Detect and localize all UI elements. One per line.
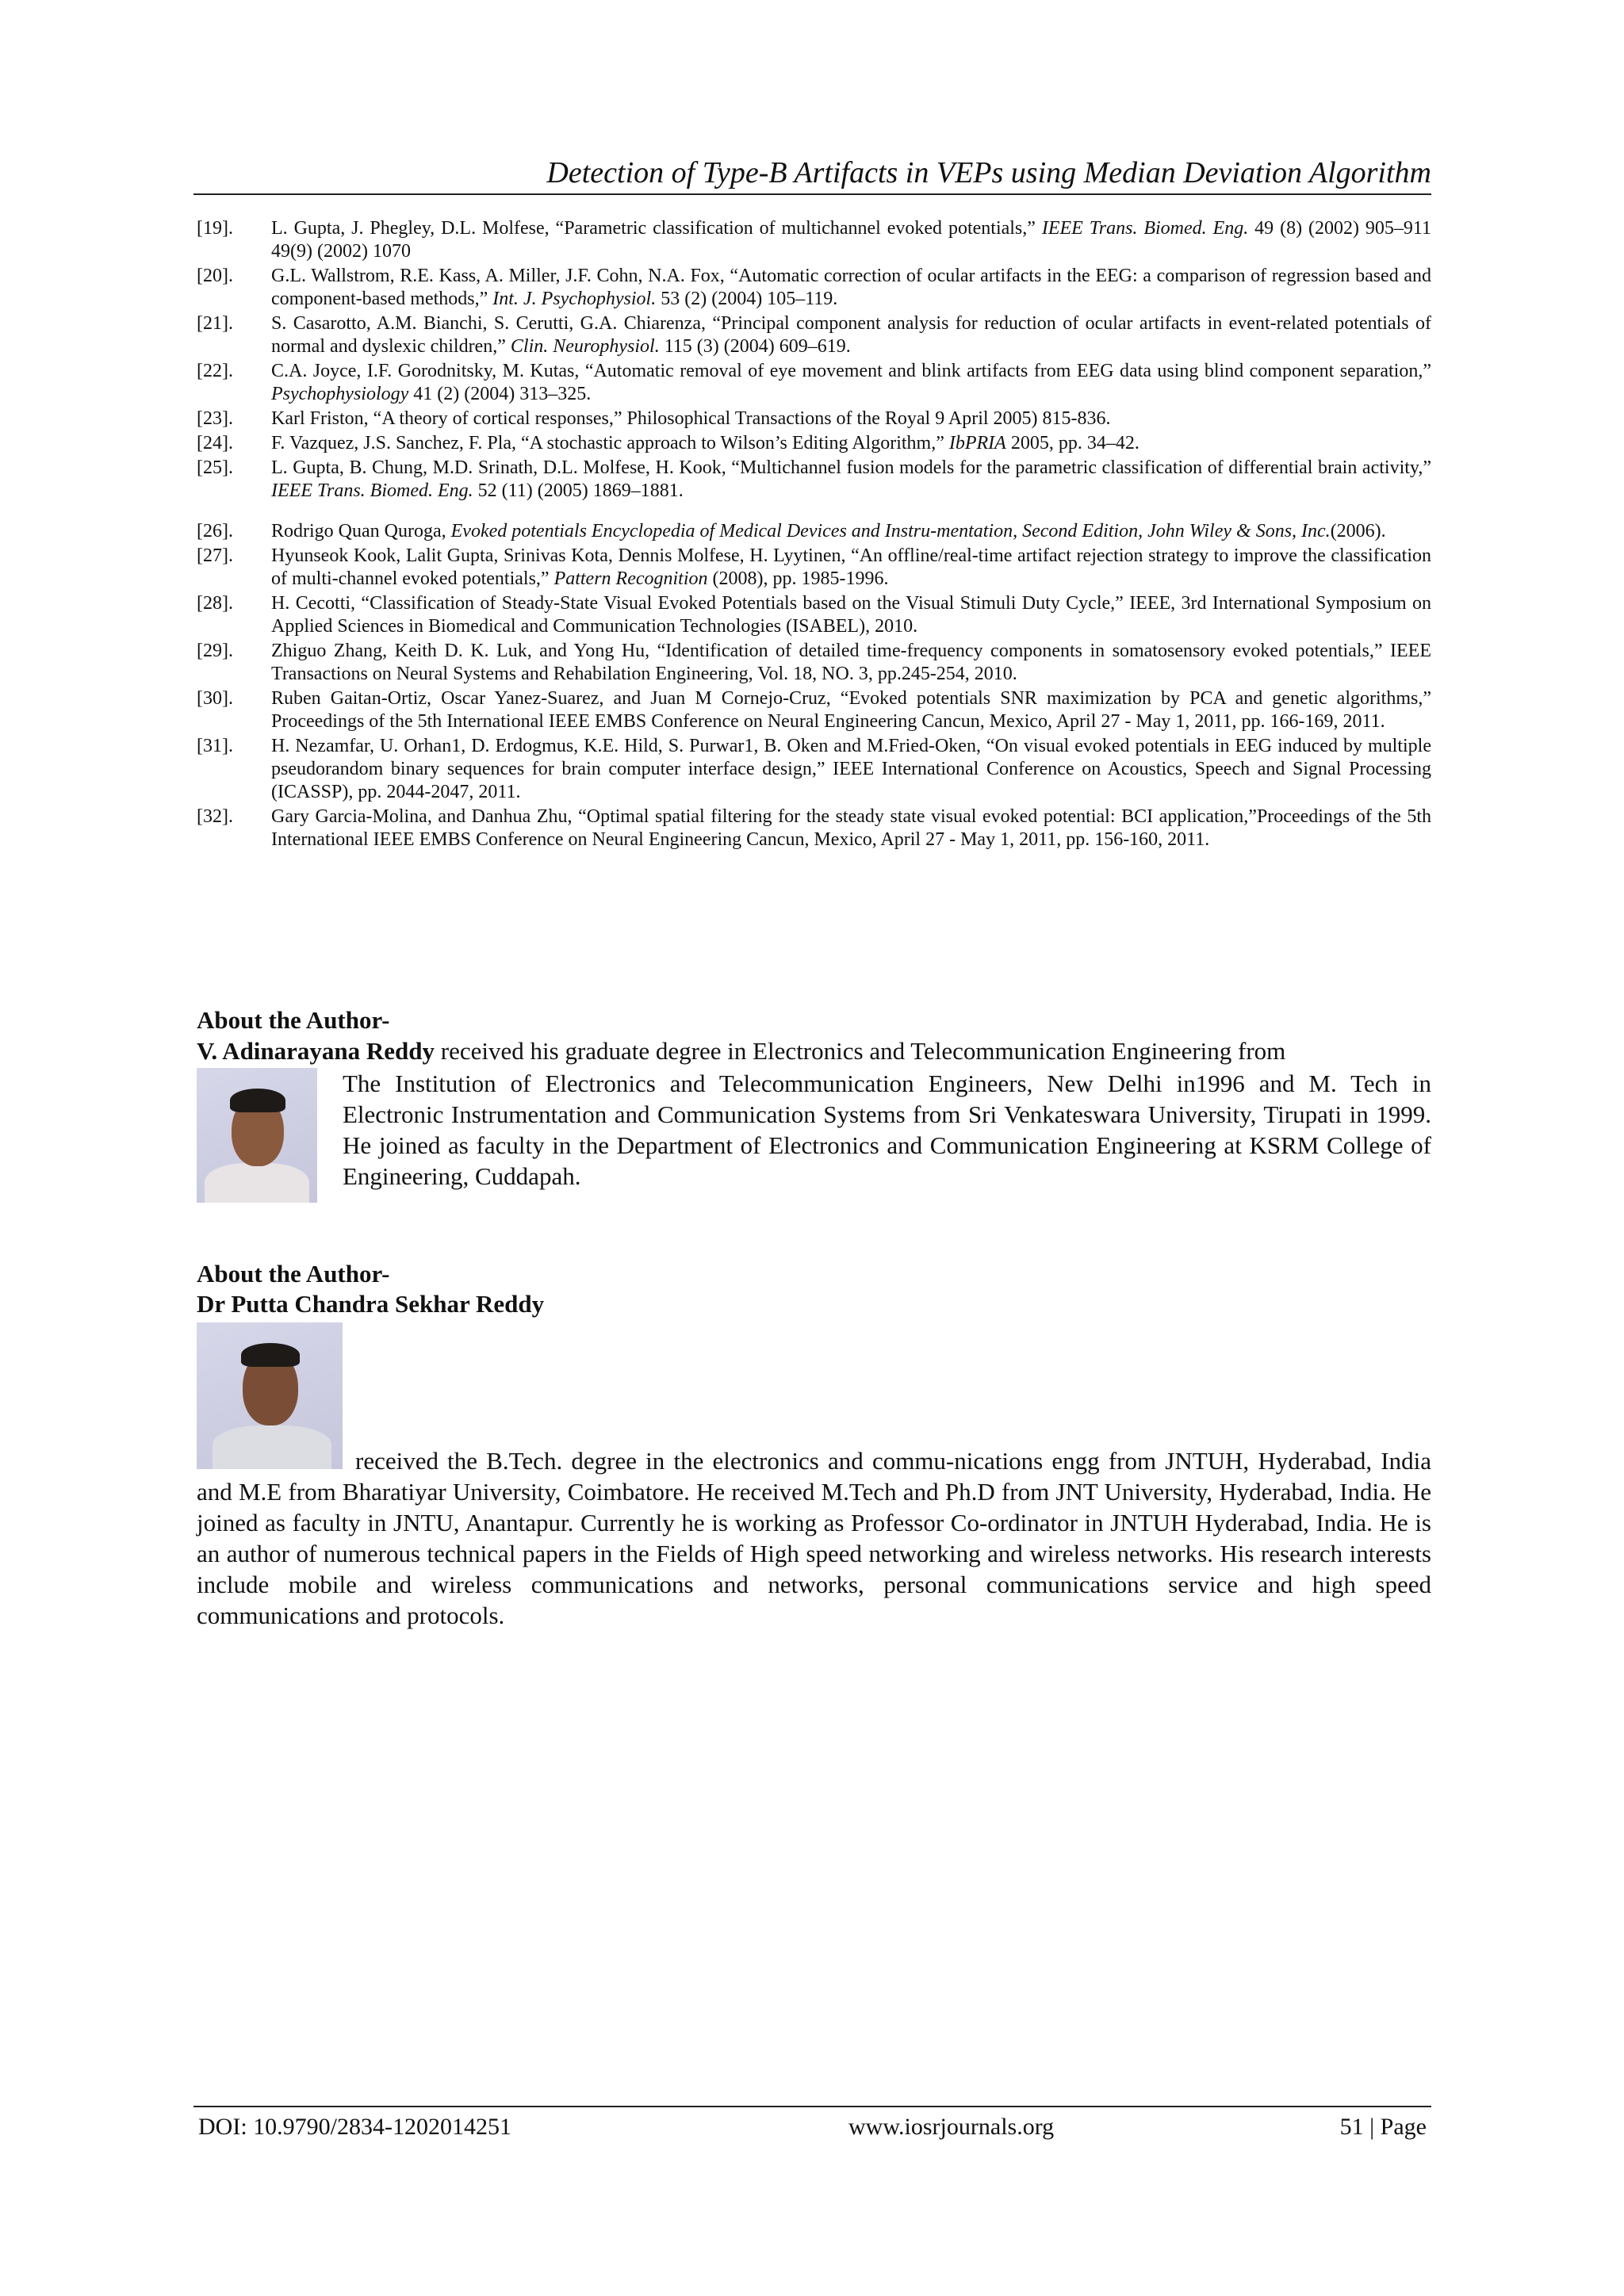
author1-heading: About the Author-	[197, 1006, 390, 1034]
reference-text-rest: (2006).	[1330, 521, 1386, 541]
reference-text-main: Ruben Gaitan-Ortiz, Oscar Yanez-Suarez, and Juan M Cornejo-Cruz, “Evoked potentials SNR maximization by PCA and genetic algorithms,” Proceedings of the 5th International IEEE EMBS Conference on Neural Engineering Cancun, Mexico, April 27 - May 1, 2011, pp. 166-169, 2011.	[271, 688, 1431, 732]
reference-text	[271, 806, 1431, 851]
reference-number: [20].	[197, 266, 233, 286]
reference-item	[197, 592, 1431, 638]
reference-text	[271, 408, 1431, 430]
reference-text-rest: (2008), pp. 1985-1996.	[707, 568, 889, 589]
author1-bio: The Institution of Electronics and Telecommunication Engineers, New Delhi in1996 and M. Tech in Electronic Instrumentation and Communication Systems from Sri Venkateswara University, Tirupati in 1999. He joined as faculty in the Department of Electronics and Communication Engineering at KSRM College of Engineering, Cuddapah.	[343, 1070, 1431, 1190]
author1-section	[197, 1005, 1431, 1203]
reference-text-main: L. Gupta, J. Phegley, D.L. Molfese, “Parametric classification of multichannel evoked potentials,”	[271, 218, 1042, 239]
reference-text-main: Hyunseok Kook, Lalit Gupta, Srinivas Kota, Dennis Molfese, H. Lyytinen, “An offline/real-time artifact rejection strategy to improve the classification of multi-channel evoked potentials,”	[271, 545, 1431, 589]
reference-item	[197, 408, 1431, 430]
reference-number: [23].	[197, 408, 233, 429]
reference-text	[271, 687, 1431, 733]
author2-name: Dr Putta Chandra Sekhar Reddy	[197, 1290, 545, 1318]
footer-website: www.iosrjournals.org	[848, 2114, 1055, 2140]
reference-source: IEEE Trans. Biomed. Eng.	[271, 480, 473, 501]
reference-number: [28].	[197, 593, 233, 614]
reference-number: [30].	[197, 688, 233, 709]
author2-bio	[197, 1445, 1431, 1631]
reference-source: Clin. Neurophysiol.	[510, 336, 660, 357]
reference-text-main: Zhiguo Zhang, Keith D. K. Luk, and Yong Hu, “Identification of detailed time-frequency components in somatosensory evoked potentials,” IEEE Transactions on Neural Systems and Rehabilation Engineering, Vol. 18, NO. 3, pp.245-254, 2010.	[271, 641, 1431, 684]
reference-item	[197, 520, 1431, 543]
reference-item	[197, 360, 1431, 406]
reference-list	[197, 217, 1431, 853]
author2-bio-text: received the B.Tech. degree in the electronics and commu-nications engg from JNTUH, Hyderabad, India and M.E from Bharatiyar University, Coimbatore. He received M.Tech and Ph.D from JNT University, Hyderabad, India. He joined as faculty in JNTU, Anantapur. Currently he is working as Professor Co-ordinator in JNTUH Hyderabad, India. He is an author of numerous technical papers in the Fields of High speed networking and wireless networks. His research interests include mobile and wireless communications and networks, personal communications service and high speed communications and protocols.	[197, 1447, 1431, 1629]
reference-number: [26].	[197, 521, 233, 541]
reference-text	[271, 312, 1431, 358]
reference-number: [27].	[197, 545, 233, 566]
reference-text	[271, 592, 1431, 638]
author1-intro	[197, 1035, 1431, 1066]
reference-text-rest: 2005, pp. 34–42.	[1005, 433, 1139, 453]
reference-number: [21].	[197, 313, 233, 334]
reference-source: Pattern Recognition	[553, 568, 708, 589]
reference-number: [22].	[197, 361, 233, 381]
reference-item	[197, 217, 1431, 263]
reference-text-rest: 49 (8) (2002) 905–911 49(9) (2002) 1070	[271, 218, 1431, 262]
reference-item	[197, 457, 1431, 503]
author1-photo	[197, 1068, 317, 1203]
reference-text-main: Rodrigo Quan Quroga,	[271, 521, 451, 541]
reference-item	[197, 265, 1431, 311]
footer-page-number: 51 | Page	[1339, 2114, 1427, 2140]
running-header	[193, 151, 1431, 195]
reference-text	[271, 360, 1431, 406]
reference-number: [31].	[197, 736, 233, 756]
reference-text-rest: 53 (2) (2004) 105–119.	[656, 289, 838, 309]
header-title: Detection of Type-B Artifacts in VEPs using Median Deviation Algorithm	[546, 156, 1431, 189]
reference-text	[271, 265, 1431, 311]
reference-item	[197, 735, 1431, 804]
reference-text	[271, 735, 1431, 804]
reference-text	[271, 640, 1431, 686]
reference-text-main: F. Vazquez, J.S. Sanchez, F. Pla, “A stochastic approach to Wilson’s Editing Algorithm,”	[271, 433, 949, 453]
reference-text-rest: 52 (11) (2005) 1869–1881.	[473, 480, 684, 501]
author2-photo	[197, 1322, 343, 1469]
reference-item	[197, 806, 1431, 851]
reference-text-rest: 115 (3) (2004) 609–619.	[659, 336, 851, 357]
reference-text	[271, 520, 1431, 543]
author1-name: V. Adinarayana Reddy	[197, 1037, 435, 1065]
reference-number: [29].	[197, 641, 233, 661]
reference-text	[271, 217, 1431, 263]
reference-source: Evoked potentials Encyclopedia of Medical Devices and Instru-mentation, Second Edition, John Wiley & Sons, Inc.	[450, 521, 1331, 541]
reference-text	[271, 457, 1431, 503]
author1-intro-text: received his graduate degree in Electronics and Telecommunication Engineering from	[435, 1037, 1286, 1065]
reference-text-main: Gary Garcia-Molina, and Danhua Zhu, “Optimal spatial filtering for the steady state visual evoked potential: BCI application,”Proceedings of the 5th International IEEE EMBS Conference on Neural Engineering Cancun, Mexico, April 27 - May 1, 2011, pp. 156-160, 2011.	[271, 806, 1431, 850]
reference-item	[197, 640, 1431, 686]
reference-text-rest: 41 (2) (2004) 313–325.	[408, 384, 592, 404]
reference-text-main: Karl Friston, “A theory of cortical responses,” Philosophical Transactions of the Royal 9 April 2005) 815-836.	[271, 408, 1111, 429]
reference-number: [24].	[197, 433, 233, 453]
author2-section	[197, 1259, 1431, 1631]
reference-text-main: C.A. Joyce, I.F. Gorodnitsky, M. Kutas, “Automatic removal of eye movement and blink artifacts from EEG data using blind component separation,”	[271, 361, 1431, 381]
page-footer	[193, 2106, 1431, 2147]
reference-text-main: H. Nezamfar, U. Orhan1, D. Erdogmus, K.E. Hild, S. Purwar1, B. Oken and M.Fried-Oken, “On visual evoked potentials in EEG induced by multiple pseudorandom binary sequences for brain computer interface design,” IEEE International Conference on Acoustics, Speech and Signal Processing (ICASSP), pp. 2044-2047, 2011.	[271, 736, 1431, 802]
reference-source: IEEE Trans. Biomed. Eng.	[1041, 218, 1249, 239]
reference-text-main: L. Gupta, B. Chung, M.D. Srinath, D.L. Molfese, H. Kook, “Multichannel fusion models for the parametric classification of differential brain activity,”	[271, 457, 1431, 478]
footer-doi: DOI: 10.9790/2834-1202014251	[198, 2114, 511, 2140]
reference-source: Int. J. Psychophysiol.	[492, 289, 657, 309]
reference-number: [32].	[197, 806, 233, 827]
reference-text	[271, 545, 1431, 591]
author2-heading: About the Author-	[197, 1260, 390, 1288]
reference-source: Psychophysiology	[271, 384, 409, 404]
reference-text	[271, 432, 1431, 455]
reference-text-main: S. Casarotto, A.M. Bianchi, S. Cerutti, G.A. Chiarenza, “Principal component analysis for reduction of ocular artifacts in event-related potentials of normal and dyslexic children,”	[271, 313, 1431, 357]
reference-number: [19].	[197, 218, 233, 239]
reference-item	[197, 432, 1431, 455]
reference-text-main: H. Cecotti, “Classification of Steady-State Visual Evoked Potentials based on the Visual Stimuli Duty Cycle,” IEEE, 3rd International Symposium on Applied Sciences in Biomedical and Communication Technologies (ISABEL), 2010.	[271, 593, 1431, 637]
reference-item	[197, 312, 1431, 358]
reference-source: IbPRIA	[948, 433, 1006, 453]
reference-item	[197, 545, 1431, 591]
reference-item	[197, 687, 1431, 733]
reference-number: [25].	[197, 457, 233, 478]
reference-text-main: G.L. Wallstrom, R.E. Kass, A. Miller, J.F. Cohn, N.A. Fox, “Automatic correction of ocular artifacts in the EEG: a comparison of regression based and component-based methods,”	[271, 266, 1431, 309]
